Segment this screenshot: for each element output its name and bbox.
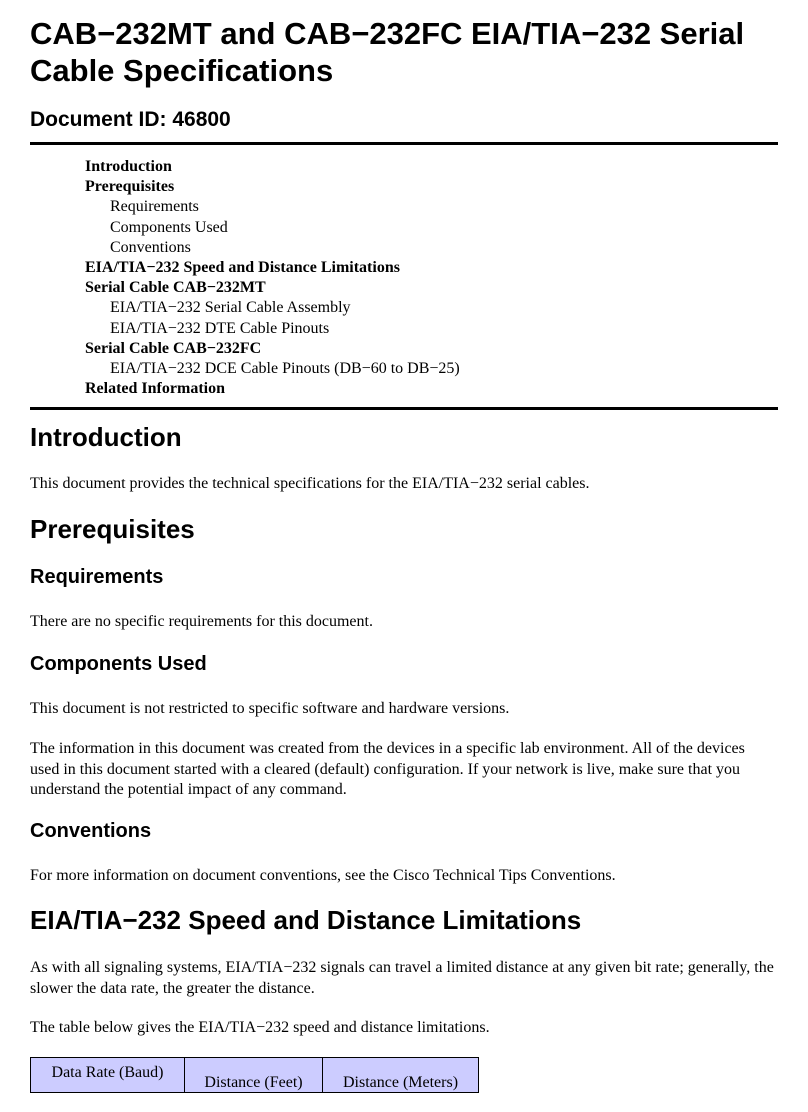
toc-link-dce-pinouts[interactable]: EIA/TIA−232 DCE Cable Pinouts (DB−60 to DB−25) (110, 360, 460, 378)
requirements-heading: Requirements (30, 566, 164, 588)
header-distance-feet: Distance (Feet) (185, 1058, 323, 1093)
introduction-heading: Introduction (30, 422, 182, 452)
components-text-2: The information in this document was created from the devices in a specific lab environment. All of the devices used in this document started with a cleared (default) configuration. If your network is live, make sure that you understand the potential impact of any command. (30, 740, 745, 798)
document-id: Document ID: 46800 (30, 108, 231, 131)
toc-link-requirements[interactable]: Requirements (110, 198, 199, 216)
toc-link-conventions[interactable]: Conventions (110, 238, 191, 256)
components-used-heading: Components Used (30, 653, 207, 675)
components-text-1: This document is not restricted to specific software and hardware versions. (30, 700, 510, 717)
header-data-rate: Data Rate (Baud) (31, 1058, 185, 1093)
toc-link-cab-232mt[interactable]: Serial Cable CAB−232MT (85, 279, 266, 297)
introduction-text: This document provides the technical specifications for the EIA/TIA−232 serial cables. (30, 475, 590, 492)
speed-text-1: As with all signaling systems, EIA/TIA−232 signals can travel a limited distance at any given bit rate; generally, the slower the data rate, the greater the distance. (30, 959, 774, 997)
toc-link-speed-distance[interactable]: EIA/TIA−232 Speed and Distance Limitations (85, 259, 400, 277)
table-header-row (31, 1058, 479, 1093)
toc-link-prerequisites[interactable]: Prerequisites (85, 178, 175, 196)
toc-link-components-used[interactable]: Components Used (110, 218, 228, 236)
toc-link-related-info[interactable]: Related Information (85, 380, 225, 398)
toc-bottom-divider (30, 407, 778, 410)
top-divider (30, 142, 778, 145)
toc-link-introduction[interactable]: Introduction (85, 158, 172, 175)
prerequisites-heading: Prerequisites (30, 514, 195, 544)
speed-distance-heading: EIA/TIA−232 Speed and Distance Limitations (30, 905, 582, 935)
toc-link-dte-pinouts[interactable]: EIA/TIA−232 DTE Cable Pinouts (110, 319, 330, 337)
table-of-contents (85, 157, 460, 399)
toc-link-cable-assembly[interactable]: EIA/TIA−232 Serial Cable Assembly (110, 299, 351, 317)
conventions-text: For more information on document conventions, see the Cisco Technical Tips Conventions. (30, 867, 616, 884)
speed-text-2: The table below gives the EIA/TIA−232 speed and distance limitations. (30, 1019, 490, 1036)
header-distance-meters: Distance (Meters) (323, 1058, 479, 1093)
page-title: CAB−232MT and CAB−232FC EIA/TIA−232 Serial Cable Specifications (30, 16, 745, 88)
speed-distance-table (30, 1057, 479, 1093)
toc-link-cab-232fc[interactable]: Serial Cable CAB−232FC (85, 339, 262, 357)
requirements-text: There are no specific requirements for this document. (30, 613, 373, 630)
conventions-heading: Conventions (30, 820, 152, 842)
